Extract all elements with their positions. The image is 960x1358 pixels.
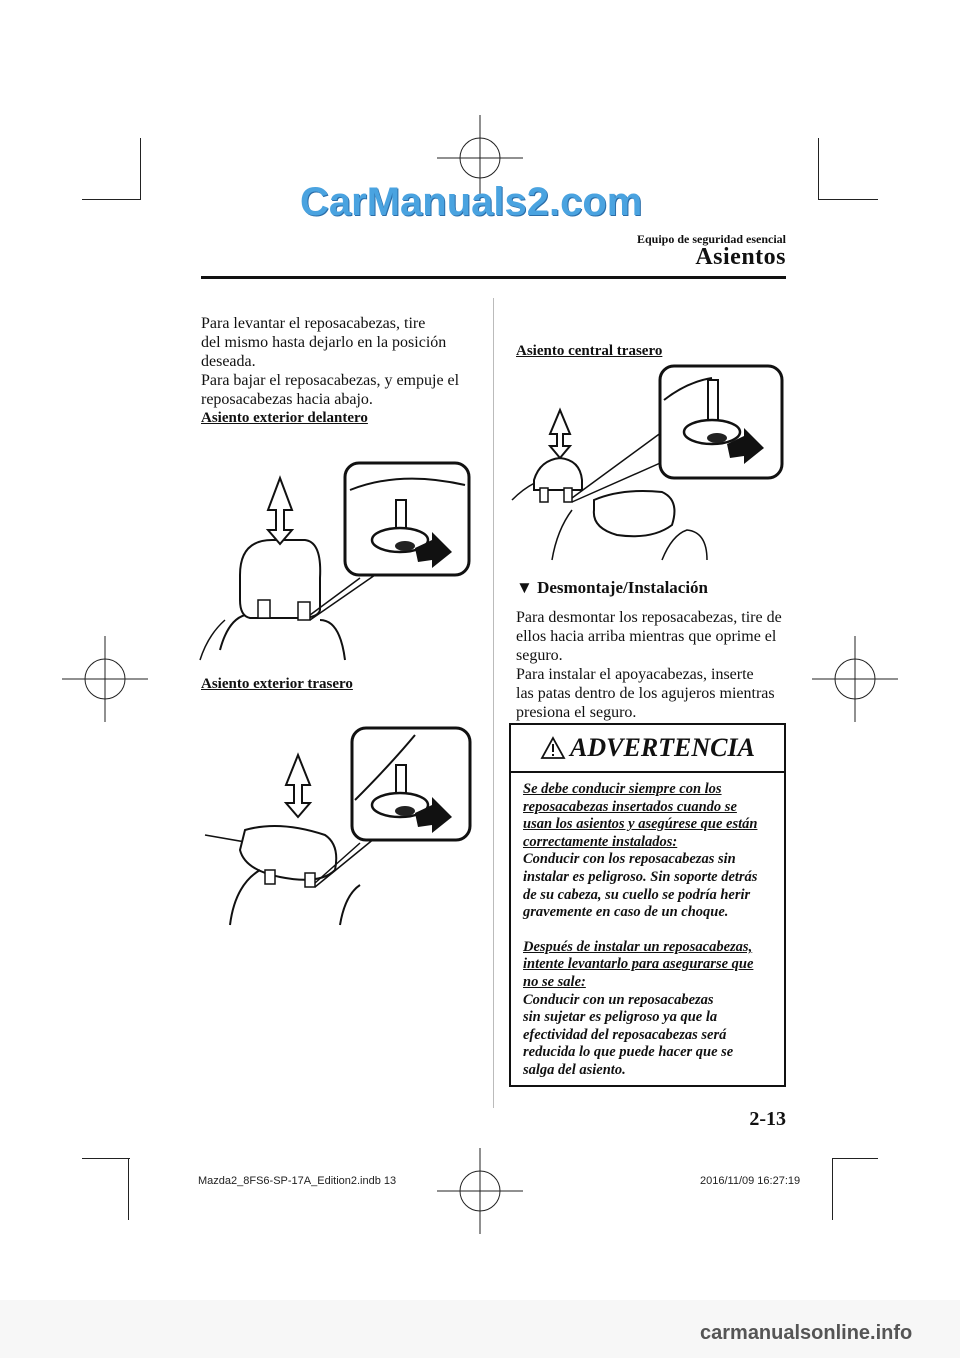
warning-title: ADVERTENCIA xyxy=(570,733,755,762)
removal-paragraph: Para desmontar los reposacabezas, tire de ellos hacia arriba mientras que oprime el seguro. Para instalar el apoyacabezas, inserte las patas dentro de los agujeros mientras presiona el seguro. xyxy=(516,609,782,721)
registration-mark-icon xyxy=(62,636,148,722)
footer-file: Mazda2_8FS6-SP-17A_Edition2.indb 13 xyxy=(198,1175,397,1187)
front-outer-seat-label: Asiento exterior delantero xyxy=(201,410,368,426)
crop-mark xyxy=(140,138,141,200)
intro-paragraph: Para levantar el reposacabezas, tire del mismo hasta dejarlo en la posición deseada. Para bajar el reposacabezas, y empuje el reposacabezas hacia abajo. xyxy=(201,315,460,408)
watermark-logo: CarManuals2.com xyxy=(300,180,643,224)
crop-mark xyxy=(82,199,140,200)
rear-outer-seat-label: Asiento exterior trasero xyxy=(201,676,353,692)
crop-mark xyxy=(128,1158,129,1220)
crop-mark xyxy=(832,1158,833,1220)
rear-center-headrest-illustration xyxy=(512,360,787,565)
column-divider xyxy=(493,298,494,1108)
registration-mark-icon xyxy=(812,636,898,722)
warning-header xyxy=(511,725,784,773)
crop-mark xyxy=(818,199,878,200)
page-number: 2-13 xyxy=(749,1108,786,1130)
bottom-watermark: carmanualsonline.info xyxy=(700,1322,913,1344)
registration-mark-icon xyxy=(437,1148,523,1234)
warning-body: Se debe conducir siempre con los reposacabezas insertados cuando se usan los asientos y asegúrese que están correctamente instalados: Conducir con los reposacabezas sin instalar es peligroso. Sin soporte detrás de su cabeza, su cuello se podría herir gravemente en caso de un choque. Después de instalar un reposacabezas, intente levantarlo para asegurarse que no se sale: Conducir con un reposacabezas sin sujetar es peligroso ya que la efectividad del reposacabezas será reducida lo que puede hacer que se salga del asiento. xyxy=(523,781,758,1078)
warning-triangle-icon xyxy=(540,736,566,760)
crop-mark xyxy=(832,1158,878,1159)
section-heading: Equipo de seguridad esencial xyxy=(636,232,786,246)
header-rule xyxy=(201,276,786,279)
crop-mark xyxy=(82,1158,130,1159)
section-title: Desmontaje/Instalación xyxy=(537,578,709,597)
warning-box xyxy=(509,723,786,1087)
front-outer-headrest-illustration xyxy=(200,460,475,660)
section-heading-desmontaje xyxy=(516,578,708,598)
rear-outer-headrest-illustration xyxy=(200,725,475,930)
footer-timestamp: 2016/11/09 16:27:19 xyxy=(700,1175,801,1187)
crop-mark xyxy=(818,138,819,200)
rear-center-seat-label: Asiento central trasero xyxy=(516,343,663,359)
chapter-title: Asientos xyxy=(695,244,786,270)
triangle-marker-icon: ▼ xyxy=(516,578,533,597)
